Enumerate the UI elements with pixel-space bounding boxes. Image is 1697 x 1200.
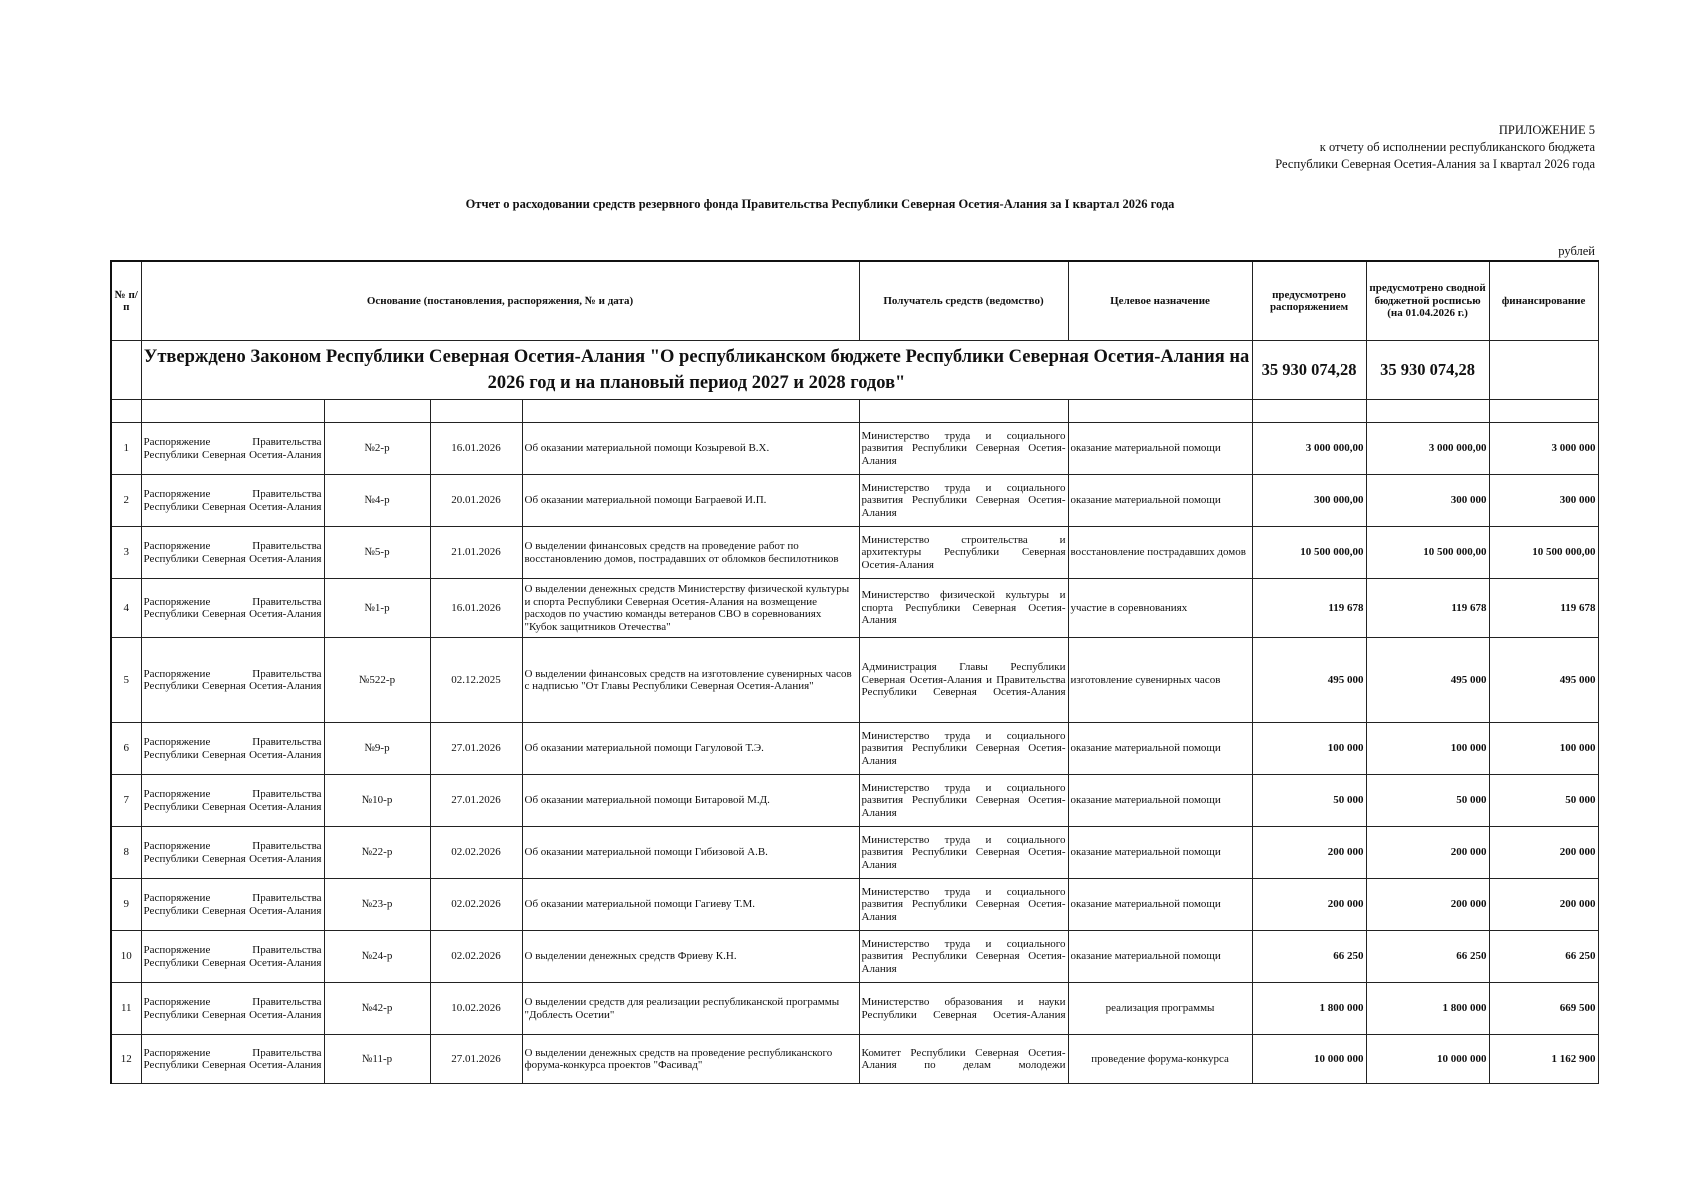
table-row: [111, 723, 1598, 775]
currency-unit: рублей: [1558, 244, 1595, 258]
row-financing: 100 000: [1489, 723, 1598, 775]
row-basis: Распоряжение Правительства Республики Северная Осетия-Алания: [141, 723, 324, 775]
row-financing: 50 000: [1489, 775, 1598, 827]
row-purpose: оказание материальной помощи: [1068, 931, 1252, 983]
row-doc-number: №1-р: [324, 579, 430, 638]
row-doc-number: №42-р: [324, 983, 430, 1035]
row-purpose: оказание материальной помощи: [1068, 879, 1252, 931]
row-basis: Распоряжение Правительства Республики Северная Осетия-Алания: [141, 579, 324, 638]
row-planned-order: 100 000: [1252, 723, 1366, 775]
row-number: 1: [111, 423, 141, 475]
row-purpose: участие в соревнованиях: [1068, 579, 1252, 638]
row-date: 02.02.2026: [430, 879, 522, 931]
row-financing: 119 678: [1489, 579, 1598, 638]
row-description: О выделении денежных средств на проведение республиканского форума-конкурса проектов "Фасивад": [522, 1035, 859, 1084]
spacer-row: [111, 400, 1598, 423]
row-planned-budget: 10 000 000: [1366, 1035, 1489, 1084]
row-purpose: изготовление сувенирных часов: [1068, 638, 1252, 723]
row-basis: Распоряжение Правительства Республики Северная Осетия-Алания: [141, 527, 324, 579]
row-planned-order: 10 000 000: [1252, 1035, 1366, 1084]
law-row: [111, 341, 1598, 400]
row-planned-order: 200 000: [1252, 879, 1366, 931]
row-date: 02.12.2025: [430, 638, 522, 723]
table-header-row: [111, 261, 1598, 341]
table-row: [111, 827, 1598, 879]
row-description: Об оказании материальной помощи Гагуловой Т.Э.: [522, 723, 859, 775]
row-number: 6: [111, 723, 141, 775]
row-basis: Распоряжение Правительства Республики Северная Осетия-Алания: [141, 423, 324, 475]
row-planned-budget: 3 000 000,00: [1366, 423, 1489, 475]
table-row: [111, 638, 1598, 723]
row-purpose: проведение форума-конкурса: [1068, 1035, 1252, 1084]
row-financing: 10 500 000,00: [1489, 527, 1598, 579]
row-recipient: Министерство труда и социального развития Республики Северная Осетия-Алания: [859, 475, 1068, 527]
row-number: 2: [111, 475, 141, 527]
row-date: 27.01.2026: [430, 723, 522, 775]
row-planned-budget: 100 000: [1366, 723, 1489, 775]
law-text: Утверждено Законом Республики Северная Осетия-Алания "О республиканском бюджете Республики Северная Осетия-Алания на 2026 год и на плановый период 2027 и 2028 годов": [141, 341, 1252, 400]
row-planned-order: 50 000: [1252, 775, 1366, 827]
row-planned-order: 495 000: [1252, 638, 1366, 723]
row-purpose: реализация программы: [1068, 983, 1252, 1035]
row-planned-budget: 10 500 000,00: [1366, 527, 1489, 579]
row-description: Об оказании материальной помощи Гибизовой А.В.: [522, 827, 859, 879]
row-planned-order: 300 000,00: [1252, 475, 1366, 527]
row-date: 21.01.2026: [430, 527, 522, 579]
row-financing: 200 000: [1489, 827, 1598, 879]
header-financing: финансирование: [1489, 261, 1598, 341]
row-basis: Распоряжение Правительства Республики Северная Осетия-Алания: [141, 983, 324, 1035]
row-date: 16.01.2026: [430, 579, 522, 638]
row-purpose: оказание материальной помощи: [1068, 423, 1252, 475]
header-purpose: Целевое назначение: [1068, 261, 1252, 341]
row-date: 27.01.2026: [430, 1035, 522, 1084]
row-number: 4: [111, 579, 141, 638]
row-basis: Распоряжение Правительства Республики Северная Осетия-Алания: [141, 827, 324, 879]
row-description: О выделении финансовых средств на проведение работ по восстановлению домов, пострадавших от обломков беспилотников: [522, 527, 859, 579]
table-row: [111, 983, 1598, 1035]
row-planned-budget: 300 000: [1366, 475, 1489, 527]
row-date: 02.02.2026: [430, 931, 522, 983]
row-financing: 200 000: [1489, 879, 1598, 931]
table-row: [111, 579, 1598, 638]
row-recipient: Министерство труда и социального развития Республики Северная Осетия-Алания: [859, 879, 1068, 931]
row-planned-budget: 66 250: [1366, 931, 1489, 983]
row-planned-order: 119 678: [1252, 579, 1366, 638]
table-row: [111, 1035, 1598, 1084]
row-date: 10.02.2026: [430, 983, 522, 1035]
row-financing: 66 250: [1489, 931, 1598, 983]
row-description: Об оказании материальной помощи Гагиеву Т.М.: [522, 879, 859, 931]
row-financing: 300 000: [1489, 475, 1598, 527]
table-row: [111, 931, 1598, 983]
row-basis: Распоряжение Правительства Республики Северная Осетия-Алания: [141, 638, 324, 723]
row-recipient: Министерство труда и социального развития Республики Северная Осетия-Алания: [859, 931, 1068, 983]
row-basis: Распоряжение Правительства Республики Северная Осетия-Алания: [141, 1035, 324, 1084]
row-planned-order: 66 250: [1252, 931, 1366, 983]
row-number: 10: [111, 931, 141, 983]
row-recipient: Министерство образования и науки Республики Северная Осетия-Алания: [859, 983, 1068, 1035]
table-row: [111, 775, 1598, 827]
row-recipient: Администрация Главы Республики Северная Осетия-Алания и Правительства Республики Северная Осетия-Алания: [859, 638, 1068, 723]
row-doc-number: №23-р: [324, 879, 430, 931]
row-planned-budget: 1 800 000: [1366, 983, 1489, 1035]
row-doc-number: №10-р: [324, 775, 430, 827]
row-financing: 669 500: [1489, 983, 1598, 1035]
row-doc-number: №9-р: [324, 723, 430, 775]
row-description: Об оказании материальной помощи Козыревой В.Х.: [522, 423, 859, 475]
row-recipient: Министерство физической культуры и спорта Республики Северная Осетия-Алания: [859, 579, 1068, 638]
row-date: 27.01.2026: [430, 775, 522, 827]
row-recipient: Комитет Республики Северная Осетия-Алания по делам молодежи: [859, 1035, 1068, 1084]
row-planned-order: 1 800 000: [1252, 983, 1366, 1035]
row-description: Об оказании материальной помощи Баграевой И.П.: [522, 475, 859, 527]
appendix-number: ПРИЛОЖЕНИЕ 5: [1498, 123, 1595, 137]
row-number: 7: [111, 775, 141, 827]
row-description: О выделении финансовых средств на изготовление сувенирных часов с надписью "От Главы Республики Северная Осетия-Алания": [522, 638, 859, 723]
row-planned-order: 3 000 000,00: [1252, 423, 1366, 475]
law-amount-order: 35 930 074,28: [1252, 341, 1366, 400]
row-planned-budget: 200 000: [1366, 827, 1489, 879]
row-doc-number: №2-р: [324, 423, 430, 475]
header-recipient: Получатель средств (ведомство): [859, 261, 1068, 341]
table-row: [111, 879, 1598, 931]
row-financing: 495 000: [1489, 638, 1598, 723]
law-amount-budget: 35 930 074,28: [1366, 341, 1489, 400]
table-row: [111, 475, 1598, 527]
row-recipient: Министерство труда и социального развития Республики Северная Осетия-Алания: [859, 827, 1068, 879]
row-description: О выделении денежных средств Фриеву К.Н.: [522, 931, 859, 983]
header-num: № п/п: [111, 261, 141, 341]
row-doc-number: №22-р: [324, 827, 430, 879]
row-recipient: Министерство труда и социального развития Республики Северная Осетия-Алания: [859, 723, 1068, 775]
row-number: 5: [111, 638, 141, 723]
row-purpose: восстановление пострадавших домов: [1068, 527, 1252, 579]
row-date: 02.02.2026: [430, 827, 522, 879]
report-title: Отчет о расходовании средств резервного фонда Правительства Республики Северная Осетия-Алания за I квартал 2026 года: [465, 197, 1175, 211]
appendix-heading: [1275, 122, 1595, 173]
row-basis: Распоряжение Правительства Республики Северная Осетия-Алания: [141, 775, 324, 827]
row-doc-number: №4-р: [324, 475, 430, 527]
row-planned-order: 200 000: [1252, 827, 1366, 879]
row-planned-budget: 119 678: [1366, 579, 1489, 638]
row-description: О выделении средств для реализации республиканской программы "Доблесть Осетии": [522, 983, 859, 1035]
row-doc-number: №522-р: [324, 638, 430, 723]
header-planned-order: предусмотрено распоряжением: [1252, 261, 1366, 341]
report-table: [110, 260, 1599, 1084]
row-doc-number: №11-р: [324, 1035, 430, 1084]
row-purpose: оказание материальной помощи: [1068, 475, 1252, 527]
row-basis: Распоряжение Правительства Республики Северная Осетия-Алания: [141, 879, 324, 931]
row-purpose: оказание материальной помощи: [1068, 827, 1252, 879]
row-date: 16.01.2026: [430, 423, 522, 475]
row-recipient: Министерство строительства и архитектуры Республики Северная Осетия-Алания: [859, 527, 1068, 579]
row-number: 8: [111, 827, 141, 879]
row-description: О выделении денежных средств Министерству физической культуры и спорта Республики Северная Осетия-Алания на возмещение расходов по участию команды ветеранов СВО в соревнованиях "Кубок защитников Отечества": [522, 579, 859, 638]
row-financing: 3 000 000: [1489, 423, 1598, 475]
table-row: [111, 527, 1598, 579]
row-doc-number: №24-р: [324, 931, 430, 983]
row-number: 3: [111, 527, 141, 579]
appendix-subtitle-1: к отчету об исполнении республиканского бюджета: [1319, 140, 1595, 154]
row-planned-order: 10 500 000,00: [1252, 527, 1366, 579]
row-date: 20.01.2026: [430, 475, 522, 527]
row-purpose: оказание материальной помощи: [1068, 723, 1252, 775]
row-number: 12: [111, 1035, 141, 1084]
row-financing: 1 162 900: [1489, 1035, 1598, 1084]
row-planned-budget: 495 000: [1366, 638, 1489, 723]
row-number: 9: [111, 879, 141, 931]
header-basis: Основание (постановления, распоряжения, № и дата): [141, 261, 859, 341]
row-purpose: оказание материальной помощи: [1068, 775, 1252, 827]
row-recipient: Министерство труда и социального развития Республики Северная Осетия-Алания: [859, 423, 1068, 475]
row-doc-number: №5-р: [324, 527, 430, 579]
row-description: Об оказании материальной помощи Битаровой М.Д.: [522, 775, 859, 827]
row-basis: Распоряжение Правительства Республики Северная Осетия-Алания: [141, 931, 324, 983]
row-planned-budget: 50 000: [1366, 775, 1489, 827]
row-basis: Распоряжение Правительства Республики Северная Осетия-Алания: [141, 475, 324, 527]
header-planned-budget: предусмотрено сводной бюджетной росписью (на 01.04.2026 г.): [1366, 261, 1489, 341]
table-row: [111, 423, 1598, 475]
row-recipient: Министерство труда и социального развития Республики Северная Осетия-Алания: [859, 775, 1068, 827]
row-number: 11: [111, 983, 141, 1035]
row-planned-budget: 200 000: [1366, 879, 1489, 931]
appendix-subtitle-2: Республики Северная Осетия-Алания за I квартал 2026 года: [1275, 157, 1595, 171]
